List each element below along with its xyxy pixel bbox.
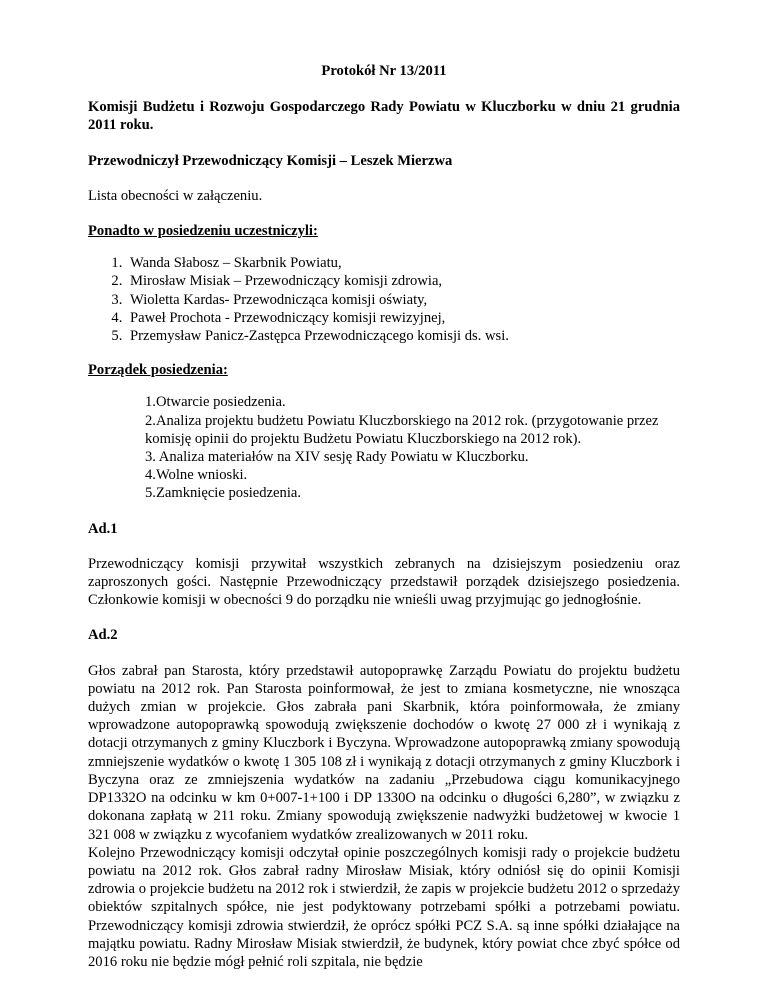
ad2-heading: Ad.2 (88, 627, 118, 644)
attendance-line: Lista obecności w załączeniu. (88, 187, 263, 204)
document-subtitle: Komisji Budżetu i Rozwoju Gospodarczego Rady Powiatu w Kluczborku w dniu 21 grudnia 2011 roku. (88, 99, 680, 134)
agenda-list (145, 393, 680, 502)
ad1-heading: Ad.1 (88, 520, 118, 537)
participants-heading: Ponadto w posiedzeniu uczestniczyli: (88, 223, 318, 240)
ad2-paragraph: Kolejno Przewodniczący komisji odczytał opinie poszczególnych komisji rady o projekcie budżetu powiatu na 2012 rok. Głos zabrał radny Mirosław Misiak, który odniósł się do opinii Komisji zdrowia o projekcie budżetu na 2012 rok i stwierdził, że zapis w projekcie budżetu 2012 o sprzedaży obiektów szpitalnych spółce, nie jest podyktowany potrzebami spółki a potrzebami powiatu. Przewodniczący komisji zdrowia stwierdził, że oprócz spółki PCZ S.A. są inne spółki działające na majątku powiatu. Radny Mirosław Misiak stwierdził, że budynek, który powiat chce zbyć spółce od 2016 roku nie będzie mógł pełnić roli szpitala, nie będzie (88, 844, 680, 970)
ad2-paragraph: Głos zabrał pan Starosta, który przedstawił autopoprawkę Zarządu Powiatu do projektu budżetu powiatu na 2012 rok. Pan Starosta poinformował, że jest to zmiana kosmetyczne, nie wnosząca dużych zmian w projekcie. Głos zabrała pani Skarbnik, która poinformowała, że zmiany wprowadzone autopoprawką spowodują zwiększenie dochodów o kwotę 27 000 zł i wynikają z dotacji otrzymanych z gminy Kluczbork i Byczyna. Wprowadzone autopoprawką zmiany spowodują zmniejszenie wydatków o kwotę 1 305 108 zł i wynikają z dotacji otrzymanych z gminy Kluczbork i Byczyna oraz ze zmniejszenia wydatków na zadaniu „Przebudowa ciągu komunikacyjnego DP1332O na odcinku w km 0+007-1+100 i DP 1330O na odcinku o długości 6,280”, w związku z dokonana zapłatą w 211 roku. Zmiany spowodują zwiększenie nadwyżki budżetowej w kwocie 1 321 008 w związku z wycofaniem wydatków zrealizowanych w 2011 roku. (88, 662, 680, 843)
list-item: 2. Mirosław Misiak – Przewodniczący komisji zdrowia, (126, 272, 680, 290)
list-item: 1. Wanda Słabosz – Skarbnik Powiatu, (126, 254, 680, 272)
agenda-heading: Porządek posiedzenia: (88, 362, 228, 379)
agenda-item: 4.Wolne wnioski. (145, 467, 248, 484)
document-title: Protokół Nr 13/2011 (321, 63, 447, 79)
list-item: 4. Paweł Prochota - Przewodniczący komisji rewizyjnej, (126, 309, 680, 327)
agenda-item: 1.Otwarcie posiedzenia. (145, 394, 286, 411)
list-item: 3. Wioletta Kardas- Przewodnicząca komisji oświaty, (126, 291, 680, 309)
chair-line: Przewodniczył Przewodniczący Komisji – Leszek Mierzwa (88, 152, 453, 169)
agenda-item: 3. Analiza materiałów na XIV sesję Rady Powiatu w Kluczborku. (145, 449, 529, 466)
agenda-item: 5.Zamknięcie posiedzenia. (145, 485, 302, 502)
ad1-text: Przewodniczący komisji przywitał wszystkich zebranych na dzisiejszym posiedzeniu oraz zaproszonych gości. Następnie Przewodniczący przedstawił porządek dzisiejszego posiedzenia. Członkowie komisji w obecności 9 do porządku nie wnieśli uwag przyjmując go jednogłośnie. (88, 555, 680, 609)
agenda-item: 2.Analiza projektu budżetu Powiatu Kluczborskiego na 2012 rok. (przygotowanie przez komisję opinii do projektu Budżetu Powiatu Kluczborskiego na 2012 rok). (145, 412, 659, 447)
participants-list (88, 254, 680, 345)
list-item: 5. Przemysław Panicz-Zastępca Przewodniczącego komisji ds. wsi. (126, 327, 680, 345)
